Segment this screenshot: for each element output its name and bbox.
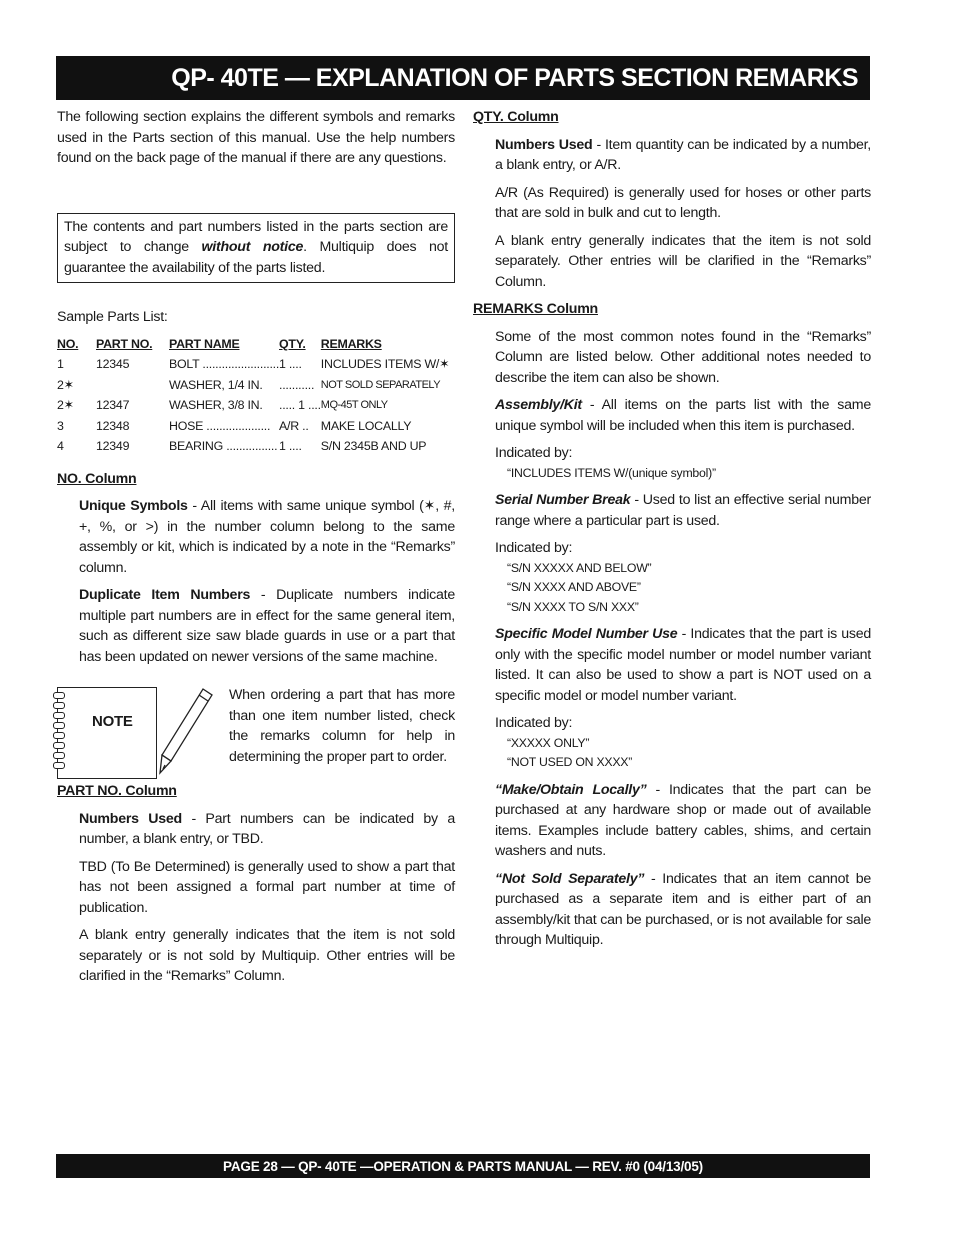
part-blank-paragraph: A blank entry generally indicates that the item is not sold separately or is not sold by Multiquip. Other entries will be clarified in the “Remarks” Column.: [79, 927, 455, 984]
page-title-bar: [56, 56, 870, 100]
note-label: NOTE: [92, 713, 133, 730]
no-column-heading: NO. Column: [57, 470, 137, 487]
make-locally-label: “Make/Obtain Locally”: [495, 781, 647, 798]
table-cell: A/R ..: [279, 418, 309, 433]
part-no-column-heading: PART NO. Column: [57, 783, 177, 799]
footer-text: PAGE 28 — QP- 40TE —OPERATION & PARTS MANUAL — REV. #0 (04/13/05): [223, 1158, 703, 1174]
list-item: “XXXXX ONLY”: [507, 735, 590, 750]
table-cell: MAKE LOCALLY: [320, 418, 412, 433]
notice-text-1: The contents and part numbers listed in the parts section are subject to change: [64, 218, 448, 255]
duplicate-numbers-label: Duplicate Item Numbers: [79, 587, 251, 603]
pencil-icon: [157, 685, 217, 779]
table-cell: NOT SOLD SEPARATELY: [320, 378, 441, 391]
notebook-icon: [57, 687, 157, 779]
model-use-text: - Indicates that the part is used only with the specific model number or model number variant listed. It can also be used to show a part is NOT used on a specific model or model number variant.: [495, 626, 871, 704]
not-sold-paragraph: [473, 869, 871, 951]
table-header: REMARKS: [320, 336, 382, 351]
table-cell: 12345: [96, 357, 130, 371]
page-footer: [56, 1154, 870, 1178]
not-sold-label: “Not Sold Separately”: [495, 870, 645, 887]
sample-parts-table: [57, 334, 449, 457]
assembly-kit-text: - All items on the parts list with the same unique symbol will be included when this item is purchased.: [495, 397, 871, 434]
table-cell: 1 ....: [279, 357, 302, 371]
qty-blank-paragraph: A blank entry generally indicates that the item is not sold separately. Other entries will be clarified in the “Remarks” Column.: [495, 232, 871, 290]
table-header: PART NO.: [96, 336, 153, 351]
not-sold-text: - Indicates that an item cannot be purchased as a separate item and is either part of an assembly/kit that can be purchased, or is not available for sale through Multiquip.: [495, 870, 871, 948]
serial-break-paragraph: [473, 490, 871, 531]
list-item: “S/N XXXX TO S/N XXX”: [507, 599, 639, 614]
table-cell: S/N 2345B AND UP: [320, 439, 427, 453]
assembly-examples: [473, 464, 871, 484]
table-row: [57, 436, 449, 457]
table-header: PART NAME: [169, 336, 240, 351]
unique-symbols-label: Unique Symbols: [79, 498, 188, 514]
remarks-intro: Some of the most common notes found in the “Remarks” Column are listed below. Other additional notes needed to describe the item can also be shown.: [495, 328, 871, 386]
table-cell: 2✶: [57, 398, 74, 412]
table-cell: BEARING ................: [169, 439, 278, 453]
serial-break-text: - Used to list an effective serial number range where a particular part is used.: [495, 492, 872, 529]
part-numbers-used-paragraph: [57, 809, 455, 850]
right-column: [473, 107, 871, 951]
list-item: “INCLUDES ITEMS W/(unique symbol)”: [507, 465, 716, 480]
table-header: QTY.: [279, 336, 306, 351]
page-title: QP- 40TE — EXPLANATION OF PARTS SECTION REMARKS: [171, 63, 858, 92]
table-cell: 1: [57, 357, 64, 371]
serial-examples: [473, 559, 871, 618]
list-item: “S/N XXXXX AND BELOW”: [507, 560, 652, 575]
table-row: [57, 395, 449, 416]
table-row: [57, 375, 449, 396]
table-cell: WASHER, 3/8 IN.: [169, 398, 263, 412]
table-cell: 12349: [96, 439, 130, 453]
table-cell: 2✶: [57, 377, 74, 392]
qty-numbers-used-text: - Item quantity can be indicated by a number, a blank entry, or A/R.: [495, 136, 871, 173]
tbd-paragraph: TBD (To Be Determined) is generally used to show a part that has not been assigned a formal part number at time of publication.: [79, 858, 455, 916]
serial-break-label: Serial Number Break: [495, 492, 631, 508]
sample-label: Sample Parts List:: [57, 309, 168, 325]
indicated-by-label: Indicated by:: [495, 445, 573, 461]
table-cell: 4: [57, 439, 64, 453]
list-item: “S/N XXXX AND ABOVE”: [507, 580, 641, 594]
table-header: NO.: [57, 336, 79, 351]
indicated-by-label: Indicated by:: [495, 540, 573, 556]
note-text: When ordering a part that has more than one item number listed, check the remarks column for help in determining the proper part to order.: [229, 687, 455, 765]
left-column: [57, 107, 455, 987]
make-locally-paragraph: [473, 780, 871, 862]
table-cell: 12347: [96, 398, 130, 412]
table-cell: [96, 375, 169, 396]
remarks-column-heading: REMARKS Column: [473, 301, 598, 317]
table-row: [57, 416, 449, 437]
table-cell: ...........: [279, 377, 315, 392]
list-item: “NOT USED ON XXXX”: [507, 755, 633, 769]
qty-column-heading: QTY. Column: [473, 109, 559, 125]
intro-paragraph: The following section explains the different symbols and remarks used in the Parts section of this manual. Use the help numbers found on the back page of the manual if there are any questions.: [57, 109, 455, 166]
indicated-by-label: Indicated by:: [495, 715, 573, 731]
note-callout: [57, 685, 455, 785]
table-cell: INCLUDES ITEMS W/✶: [320, 357, 450, 371]
notice-emphasis: without notice: [201, 239, 304, 255]
unique-symbols-text: - All items with same unique symbol (✶, #, +, %, or >) in the number column belong to the same assembly or kit, which is indicated by a note in the “Remarks” column.: [79, 498, 455, 576]
assembly-kit-paragraph: [473, 395, 871, 436]
table-row: [57, 354, 449, 375]
table-cell: WASHER, 1/4 IN.: [169, 377, 263, 392]
table-cell: HOSE ....................: [169, 418, 271, 433]
model-use-label: Specific Model Number Use: [495, 626, 678, 642]
table-cell: 3: [57, 418, 64, 433]
table-cell: MQ-45T ONLY: [320, 399, 388, 411]
part-numbers-used-text: - Part numbers can be indicated by a number, a blank entry, or TBD.: [79, 810, 455, 847]
qty-numbers-used-paragraph: [473, 135, 871, 176]
duplicate-numbers-text: - Duplicate numbers indicate multiple part numbers are in effect for the same general item, such as different size saw blade guards in use or a part that has been updated on newer versions of the same machine.: [79, 587, 455, 665]
table-cell: 1 ....: [279, 439, 302, 453]
assembly-kit-label: Assembly/Kit: [495, 397, 582, 413]
qty-numbers-used-label: Numbers Used: [495, 136, 593, 153]
table-header-row: [57, 334, 449, 355]
model-use-paragraph: [473, 624, 871, 706]
table-cell: BOLT ........................: [169, 357, 280, 371]
table-cell: ..... 1 ....: [279, 398, 321, 412]
unique-symbols-paragraph: [57, 496, 455, 578]
notice-box: [57, 213, 455, 284]
notice-text-2: . Multiquip does not guarantee the availability of the parts listed.: [64, 239, 449, 276]
ar-paragraph: A/R (As Required) is generally used for hoses or other parts that are sold in bulk and cut to length.: [495, 184, 871, 221]
part-numbers-used-label: Numbers Used: [79, 810, 182, 827]
duplicate-numbers-paragraph: [57, 585, 455, 667]
table-cell: 12348: [96, 418, 130, 433]
make-locally-text: - Indicates that the part can be purchased at any hardware shop or made out of available items. Examples include battery cables, shims, and certain washers and nuts.: [495, 781, 872, 859]
model-examples: [473, 734, 871, 773]
